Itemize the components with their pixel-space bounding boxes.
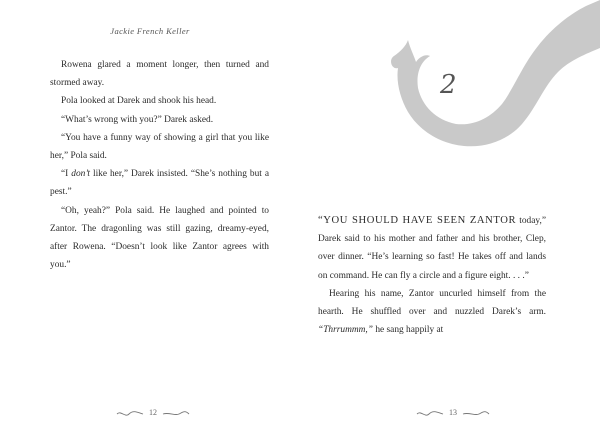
paragraph: “Oh, yeah?” Pola said. He laughed and pointed to Zantor. The dragonling was still gazing, dreamy-eyed, after Rowena. “Doesn’t look like Zantor agrees with you.” [50, 205, 269, 271]
paragraph: Pola looked at Darek and shook his head. [61, 96, 217, 107]
chapter-number: 2 [440, 70, 457, 100]
emphasis: don’t [71, 169, 90, 180]
paragraph: “I don’t like her,” Darek insisted. “She’s nothing but a pest.” [50, 169, 269, 198]
right-page [300, 0, 600, 447]
paragraph: Hearing his name, Zantor uncurled himself from the hearth. He shuffled over and nuzzled Darek’s arm. “Thrrummm,” he sang happily at [318, 288, 546, 336]
paragraph: “YOU SHOULD HAVE SEEN ZANTOR today,” Darek said to his mother and father and his brother, Clep, over dinner. “He’s learning so fast! He takes off and lands on command. He can fly a circle and a figure eight. . . .” [318, 215, 546, 281]
running-head: Jackie French Keller [110, 26, 190, 36]
left-page-text [50, 56, 269, 274]
dragon-tail-illustration [390, 0, 600, 150]
emphasis: “Thrrummm,” [318, 325, 373, 336]
page-number: 12 [113, 408, 193, 417]
paragraph: “You have a funny way of showing a girl that you like her,” Pola said. [50, 132, 269, 162]
chapter-opening-caps: “YOU SHOULD HAVE SEEN ZANTOR [318, 215, 517, 226]
page-number: 13 [413, 408, 493, 417]
paragraph: Rowena glared a moment longer, then turned and stormed away. [50, 60, 269, 89]
paragraph: “What’s wrong with you?” Darek asked. [61, 114, 214, 125]
right-page-text [318, 212, 546, 339]
